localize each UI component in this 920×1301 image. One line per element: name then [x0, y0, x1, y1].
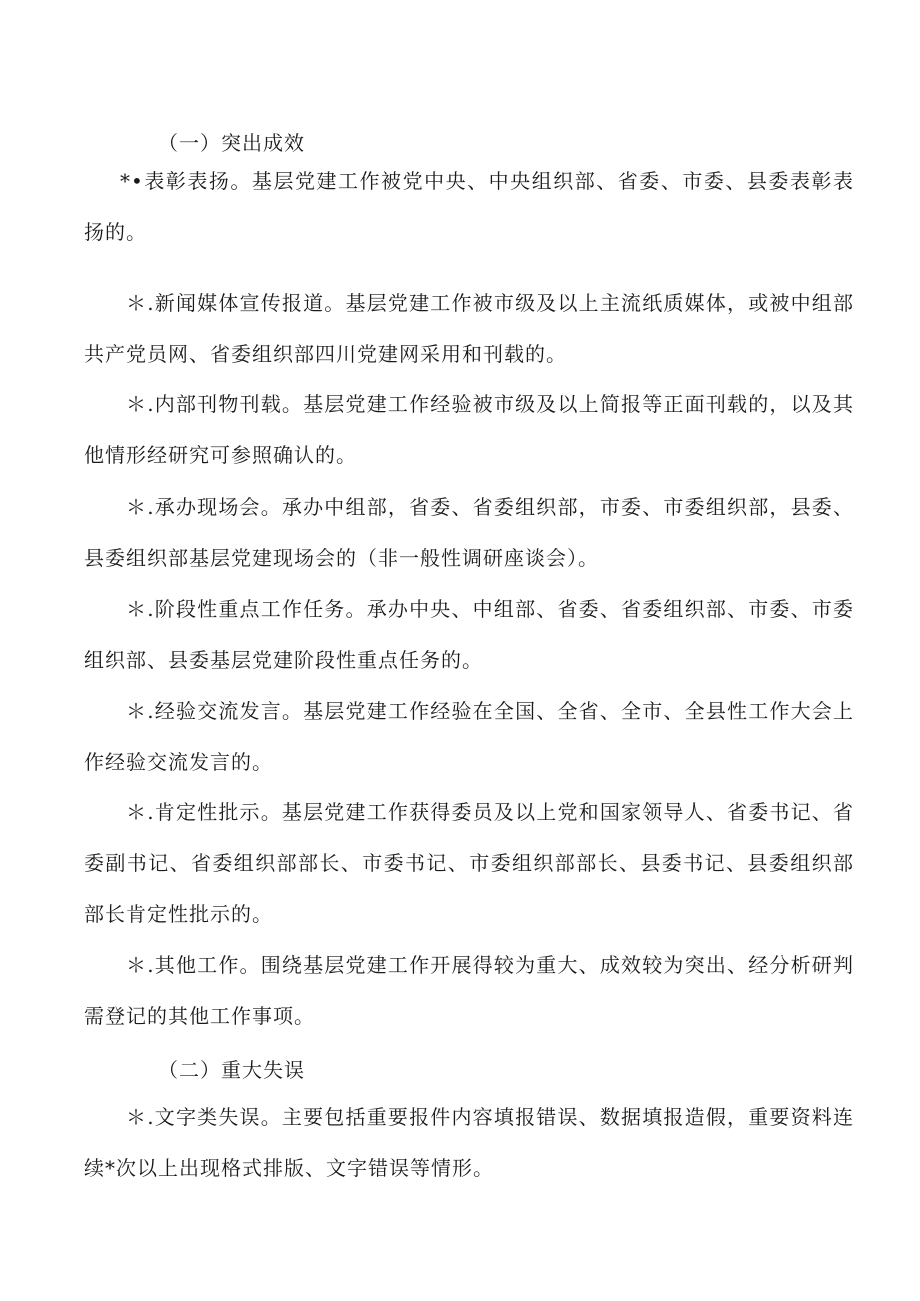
paragraph-other-work: ＊.其他工作。围绕基层党建工作开展得较为重大、成效较为突出、经分析研判需登记的其他工作事项。: [84, 953, 854, 1028]
paragraph-experience-exchange: ＊.经验交流发言。基层党建工作经验在全国、全省、全市、全县性工作大会上作经验交流发言的。: [84, 699, 854, 774]
paragraph-media-coverage: ＊.新闻媒体宣传报道。基层党建工作被市级及以上主流纸质媒体，或被中组部共产党员网、省委组织部四川党建网采用和刊载的。: [84, 291, 854, 366]
paragraph-text-errors: ＊.文字类失误。主要包括重要报件内容填报错误、数据填报造假，重要资料连续*次以上出现格式排版、文字错误等情形。: [84, 1105, 854, 1180]
paragraph-key-tasks: ＊.阶段性重点工作任务。承办中央、中组部、省委、省委组织部、市委、市委组织部、县委基层党建阶段性重点任务的。: [84, 597, 854, 672]
paragraph-commendation: *•表彰表扬。基层党建工作被党中央、中央组织部、省委、市委、县委表彰表扬的。: [84, 169, 854, 244]
section-heading-major-errors: （二）重大失误: [158, 1058, 305, 1082]
section-heading-achievements: （一）突出成效: [158, 131, 305, 155]
paragraph-internal-publication: ＊.内部刊物刊载。基层党建工作经验被市级及以上简报等正面刊载的，以及其他情形经研究可参照确认的。: [84, 392, 854, 467]
paragraph-affirmative-instructions: ＊.肯定性批示。基层党建工作获得委员及以上党和国家领导人、省委书记、省委副书记、省委组织部部长、市委书记、市委组织部部长、县委书记、县委组织部部长肯定性批示的。: [84, 800, 854, 926]
paragraph-onsite-meeting: ＊.承办现场会。承办中组部，省委、省委组织部，市委、市委组织部，县委、县委组织部基层党建现场会的（非一般性调研座谈会）。: [84, 495, 854, 570]
